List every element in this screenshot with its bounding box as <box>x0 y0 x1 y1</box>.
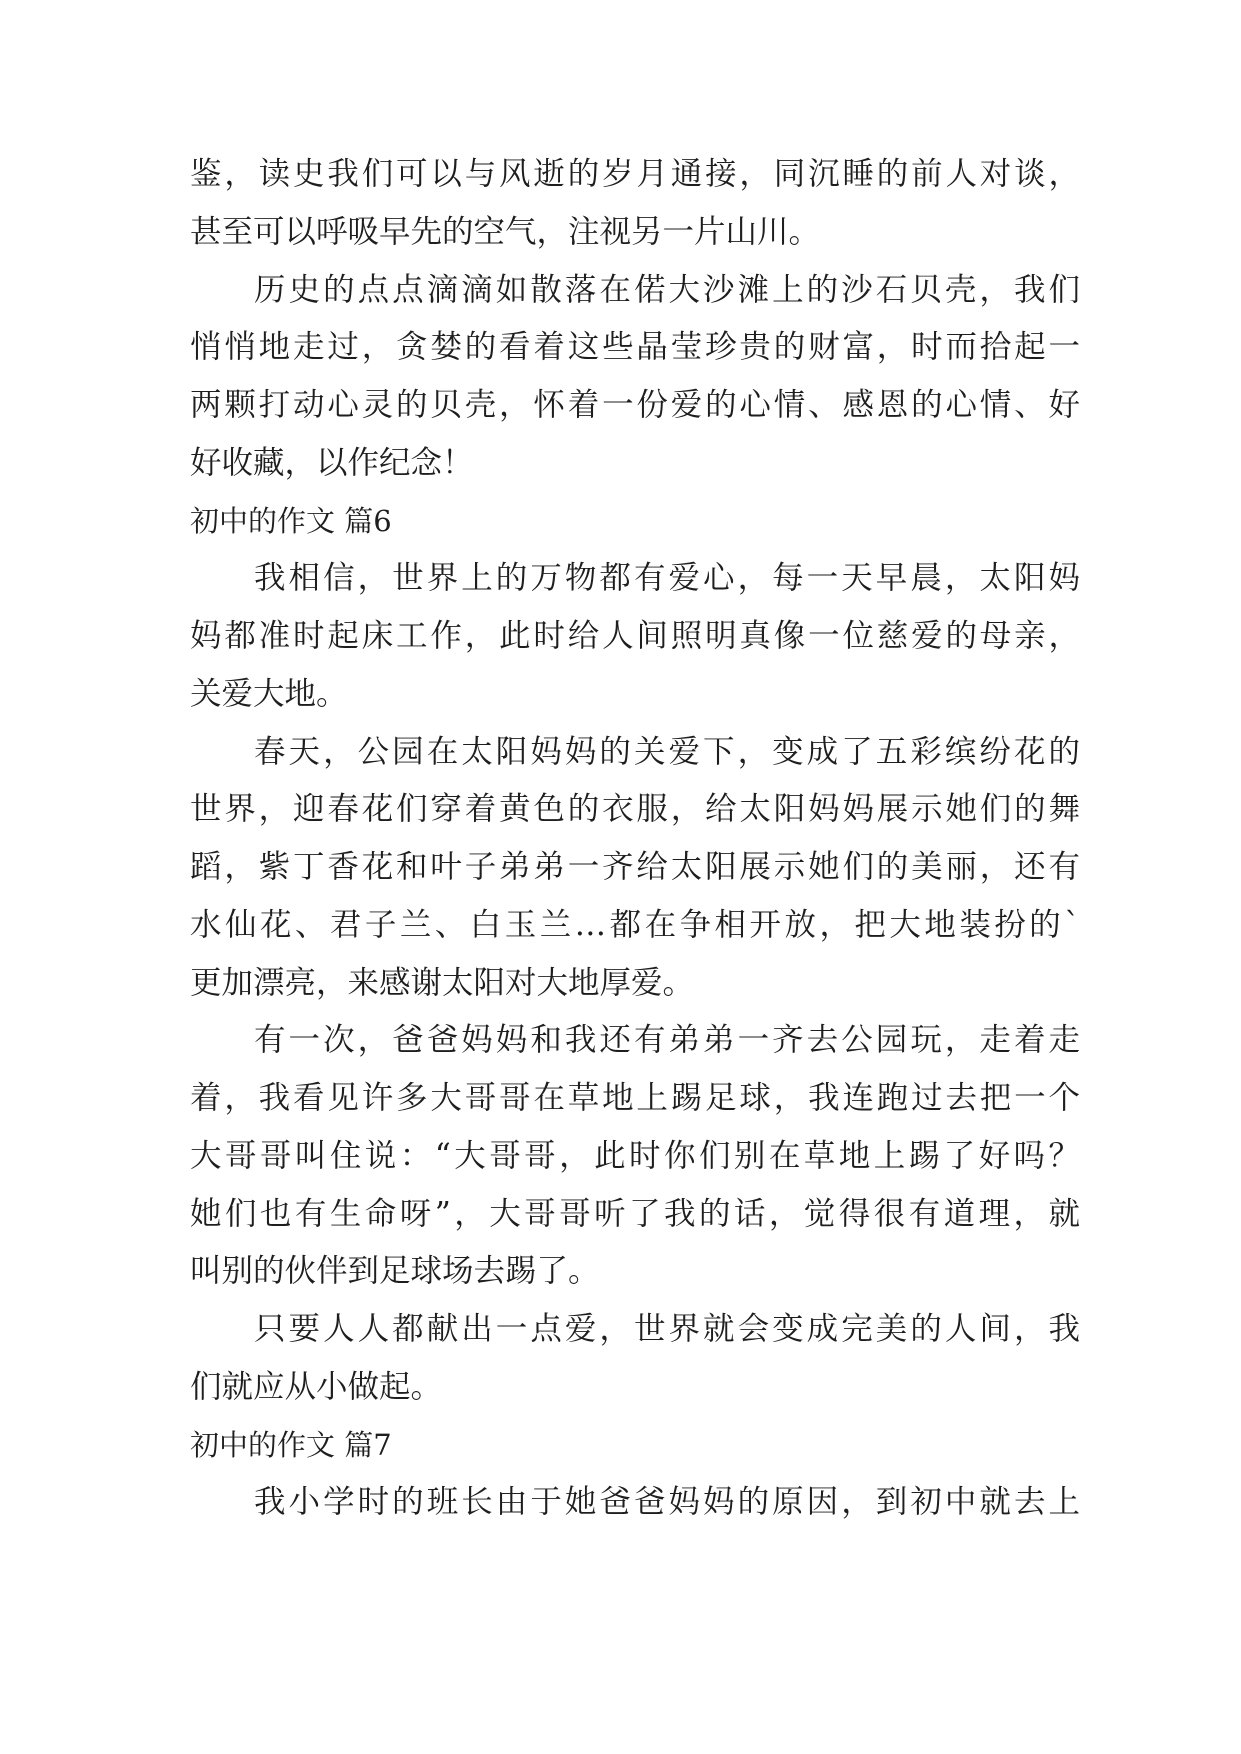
paragraph-first-line: 我小学时的班长由于她爸爸妈妈的原因，到初中就去上 <box>254 1484 1080 1521</box>
paragraph-first-line: 春天，公园在太阳妈妈的关爱下，变成了五彩缤纷花的 <box>254 733 1080 770</box>
body-text-line: 蹈，紫丁香花和叶子弟弟一齐给太阳展示她们的美丽，还有 <box>190 849 1080 885</box>
paragraph-first-line: 只要人人都献出一点爱，世界就会变成完美的人间，我 <box>254 1311 1080 1347</box>
body-text-line: 她们也有生命呀”，大哥哥听了我的话，觉得很有道理，就 <box>190 1195 1080 1232</box>
body-text-line: 水仙花、君子兰、白玉兰…都在争相开放，把大地装扮的` <box>190 906 1080 943</box>
body-text-line: 悄悄地走过，贪婪的看着这些晶莹珍贵的财富，时而拾起一 <box>190 329 1080 366</box>
body-text-line: 叫别的伙伴到足球场去踢了。 <box>190 1253 600 1290</box>
section-heading: 初中的作文 篇6 <box>190 503 392 538</box>
body-text-line: 着，我看见许多大哥哥在草地上踢足球，我连跑过去把一个 <box>190 1080 1080 1116</box>
body-text-line: 鉴，读史我们可以与风逝的岁月通接，同沉睡的前人对谈， <box>190 156 1080 192</box>
body-text-line: 大哥哥叫住说：“大哥哥，此时你们别在草地上踢了好吗？ <box>190 1137 1080 1174</box>
paragraph-first-line: 历史的点点滴滴如散落在偌大沙滩上的沙石贝壳，我们 <box>254 271 1080 308</box>
paragraph-first-line: 有一次，爸爸妈妈和我还有弟弟一齐去公园玩，走着走 <box>254 1022 1080 1059</box>
body-text-line: 更加漂亮，来感谢太阳对大地厚爱。 <box>190 964 695 1001</box>
body-text-line: 甚至可以呼吸早先的空气，注视另一片山川。 <box>190 213 821 250</box>
body-text-line: 关爱大地。 <box>190 675 348 712</box>
body-text-line: 世界，迎春花们穿着黄色的衣服，给太阳妈妈展示她们的舞 <box>190 791 1080 828</box>
body-text-line: 好收藏，以作纪念！ <box>190 444 474 481</box>
paragraph-first-line: 我相信，世界上的万物都有爱心，每一天早晨，太阳妈 <box>254 560 1080 597</box>
body-text-line: 妈都准时起床工作，此时给人间照明真像一位慈爱的母亲， <box>190 618 1080 654</box>
body-text-line: 们就应从小做起。 <box>190 1368 443 1405</box>
section-heading: 初中的作文 篇7 <box>190 1427 392 1462</box>
body-text-line: 两颗打动心灵的贝壳，怀着一份爱的心情、感恩的心情、好 <box>190 387 1080 423</box>
